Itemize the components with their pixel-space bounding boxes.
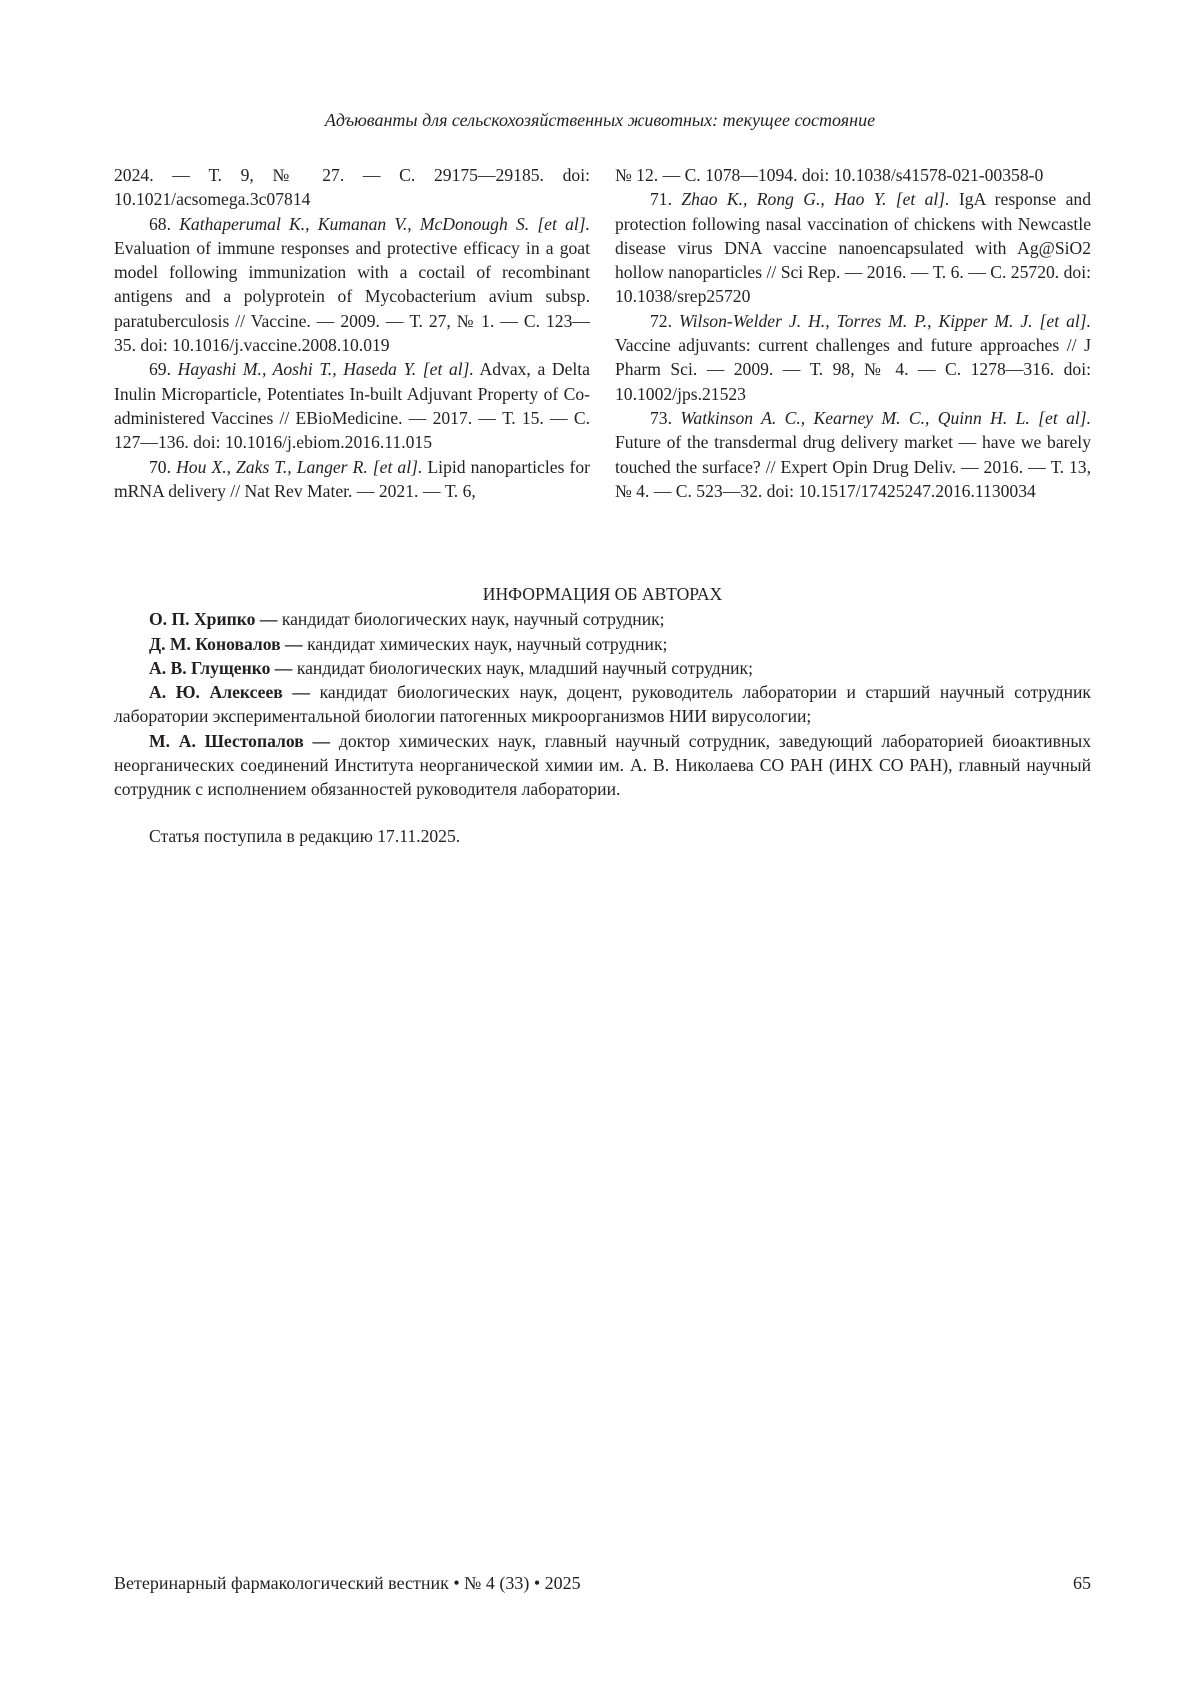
reference-text: Future of the transdermal drug delivery market — have we barely touched the surface? // Expert Opin Drug Deliv. — 2016. — Т. 13, № 4. — С. 523—32. doi: 10.1517/17425247.2016.1130034 — [615, 432, 1091, 501]
reference-text: Advax, a Delta Inulin Microparticle, Potentiates In-built Adjuvant Property of Co-administered Vaccines // EBioMedicine. — 2017. — Т. 15. — С. 127—136. doi: 10.1016/j.ebiom.2016.11.015 — [114, 359, 590, 453]
reference-text: Evaluation of immune responses and protective efficacy in a goat model following immunization with a coctail of recombinant antigens and a polyprotein of Mycobacterium avium subsp. paratuberculosis // Vaccine. — 2009. — Т. 27, № 1. — С. 123—35. doi: 10.1016/j.vaccine.2008.10.019 — [114, 237, 590, 356]
reference-authors: Kathaperumal K., Kumanan V., McDonough S. [et al]. — [179, 213, 590, 234]
reference-continuation: № 12. — С. 1078—1094. doi: 10.1038/s41578-021-00358-0 — [615, 165, 1044, 185]
page-number: 65 — [1073, 1573, 1091, 1593]
author-description: доктор химических наук, главный научный сотрудник, заведующий лабораторией биоактивных неорганических соединений Института неорганической химии им. А. В. Николаева СО РАН (ИНХ СО РАН), главный научный сотрудник с исполнением обязанностей руководителя лаборатории. — [114, 730, 1092, 800]
author-description: кандидат химических наук, научный сотрудник; — [307, 633, 668, 654]
reference-continuation: 2024. — Т. 9, № 27. — С. 29175—29185. doi: 10.1021/acsomega.3c07814 — [114, 165, 590, 210]
running-head: Адъюванты для сельскохозяйственных животных: текущее состояние — [324, 110, 876, 130]
received-date-note: Статья поступила в редакцию 17.11.2025. — [149, 826, 461, 846]
author-entry — [114, 656, 1091, 680]
author-name: А. В. Глущенко — — [149, 657, 293, 678]
author-entry — [114, 729, 1091, 802]
reference-68 — [114, 212, 590, 358]
reference-number: 68. — [149, 213, 171, 234]
author-description: кандидат биологических наук, младший научный сотрудник; — [296, 657, 753, 678]
author-entry — [114, 607, 1091, 631]
reference-authors: Hou X., Zaks T., Langer R. [et al]. — [176, 456, 423, 477]
reference-text: IgA response and protection following nasal vaccination of chickens with Newcastle disease virus DNA vaccine nanoencapsulated with Ag@SiO2 hollow nanoparticles // Sci Rep. — 2016. — Т. 6. — С. 25720. doi: 10.1038/srep25720 — [615, 189, 1091, 307]
references-right-column — [615, 163, 1091, 503]
reference-text: Lipid nanoparticles for mRNA delivery // Nat Rev Mater. — 2021. — Т. 6, — [114, 456, 590, 501]
reference-73 — [615, 406, 1091, 503]
author-name: А. Ю. Алексеев — — [149, 682, 310, 703]
author-name: М. А. Шестопалов — — [149, 730, 331, 751]
authors-info-section — [114, 582, 1091, 802]
author-name: Д. М. Коновалов — — [149, 633, 303, 654]
journal-name: Ветеринарный фармакологический вестник • № 4 (33) • 2025 — [114, 1573, 581, 1593]
author-entry — [114, 632, 1091, 656]
reference-70 — [114, 455, 590, 504]
reference-72 — [615, 309, 1091, 406]
reference-number: 71. — [650, 189, 672, 210]
reference-number: 70. — [149, 456, 171, 477]
reference-authors: Zhao K., Rong G., Hao Y. [et al]. — [681, 189, 950, 210]
reference-number: 72. — [650, 310, 672, 331]
author-description: кандидат биологических наук, доцент, руководитель лаборатории и старший научный сотрудник лаборатории экспериментальной биологии патогенных микроорганизмов НИИ вирусологии; — [114, 682, 1091, 727]
author-entry — [114, 680, 1091, 729]
reference-authors: Wilson-Welder J. H., Torres M. P., Kipper M. J. [et al]. — [678, 310, 1091, 331]
reference-authors: Watkinson A. C., Kearney M. C., Quinn H. L. [et al]. — [680, 407, 1091, 428]
reference-text: Vaccine adjuvants: current challenges and future approaches // J Pharm Sci. — 2009. — Т. 98, № 4. — С. 1278—316. doi: 10.1002/jps.21523 — [615, 335, 1091, 404]
reference-71 — [615, 187, 1091, 308]
authors-info-title: ИНФОРМАЦИЯ ОБ АВТОРАХ — [482, 584, 723, 604]
author-description: кандидат биологических наук, научный сотрудник; — [281, 609, 665, 630]
author-name: О. П. Хрипко — — [149, 609, 278, 630]
reference-number: 69. — [149, 359, 171, 380]
reference-authors: Hayashi M., Aoshi T., Haseda Y. [et al]. — [177, 359, 474, 380]
references-left-column — [114, 163, 590, 503]
reference-number: 73. — [650, 407, 672, 428]
reference-69 — [114, 357, 590, 454]
